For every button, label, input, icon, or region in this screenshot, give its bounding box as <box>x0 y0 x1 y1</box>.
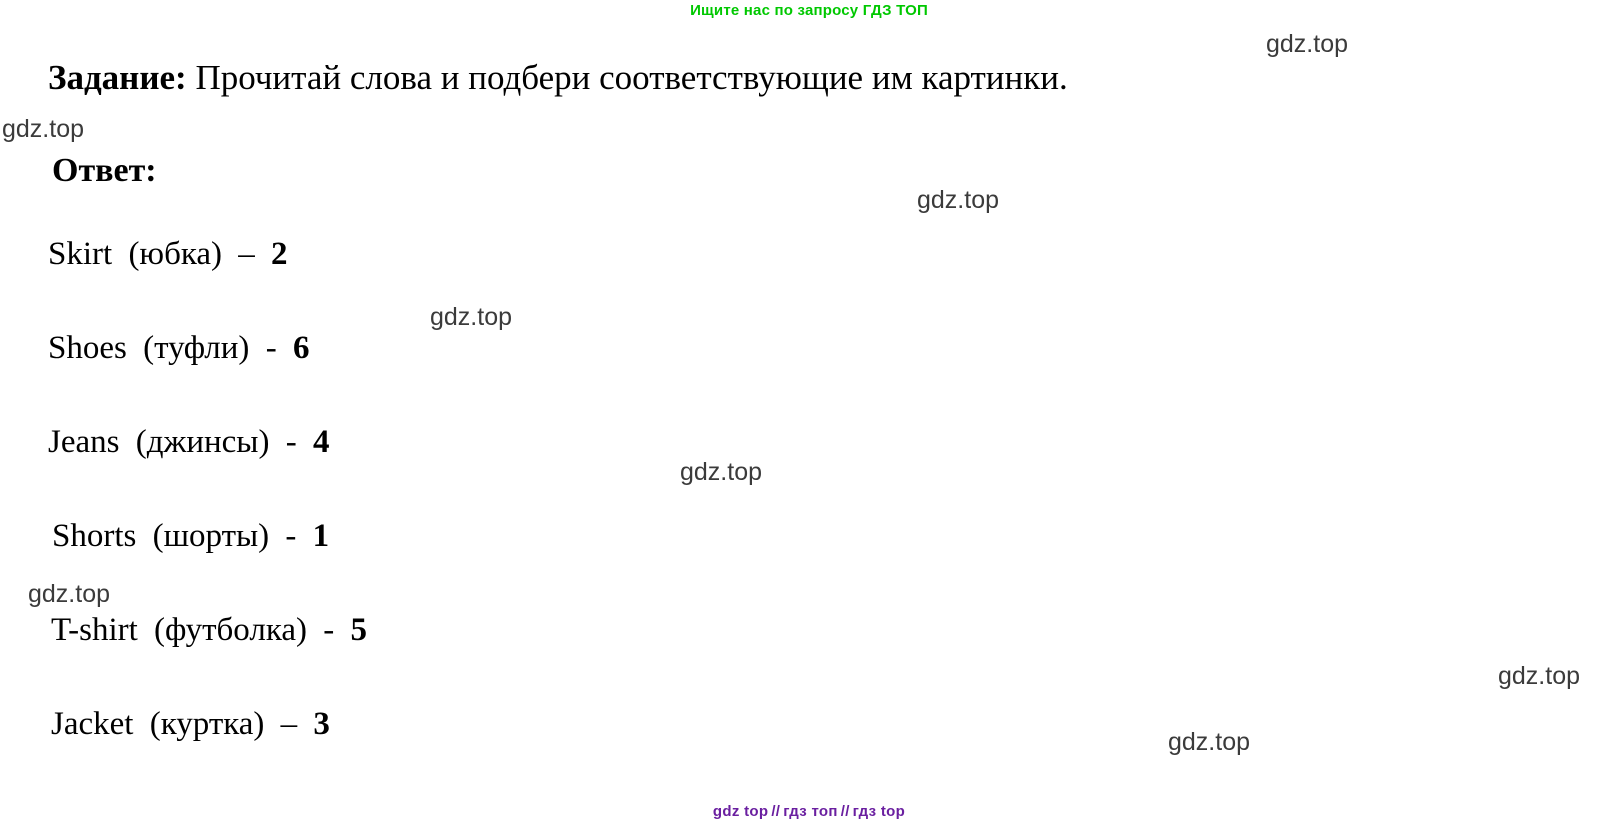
answer-dash: – <box>280 706 298 742</box>
answer-word-english: Skirt <box>48 236 113 272</box>
answer-word-english: T-shirt <box>51 612 138 648</box>
answer-word-english: Shoes <box>48 330 127 366</box>
list-item <box>48 518 375 612</box>
answer-word-translation: (туфли) <box>143 330 250 366</box>
bottom-promo-separator: // <box>840 803 850 820</box>
answer-list <box>48 236 375 800</box>
answer-number: 4 <box>312 424 330 460</box>
bottom-promo-mid: гдз топ <box>783 803 838 820</box>
list-item <box>48 330 375 424</box>
answer-number: 1 <box>312 518 330 554</box>
answer-word-translation: (шорты) <box>152 518 270 554</box>
bottom-promo-left: gdz top <box>712 803 769 820</box>
task-label: Задание: <box>48 58 187 97</box>
task-statement <box>48 58 1068 98</box>
answer-word-translation: (джинсы) <box>135 424 270 460</box>
bottom-promo-right: гдз top <box>852 803 906 820</box>
watermark: gdz.top <box>917 186 1000 214</box>
watermark: gdz.top <box>1168 728 1251 756</box>
watermark: gdz.top <box>28 580 111 608</box>
answer-heading: Ответ: <box>52 152 157 189</box>
bottom-promo-separator: // <box>771 803 781 820</box>
task-text: Прочитай слова и подбери соответствующие им картинки. <box>186 58 1068 97</box>
answer-word-english: Jeans <box>48 424 120 460</box>
answer-number: 5 <box>350 612 368 648</box>
list-item <box>48 706 375 800</box>
answer-number: 6 <box>292 330 310 366</box>
watermark: gdz.top <box>680 458 763 486</box>
answer-dash: - <box>265 330 277 366</box>
answer-dash: – <box>238 236 255 272</box>
answer-number: 2 <box>271 236 288 272</box>
answer-word-translation: (футболка) <box>154 612 308 648</box>
watermark: gdz.top <box>1266 30 1349 58</box>
answer-word-english: Jacket <box>51 706 134 742</box>
answer-word-translation: (юбка) <box>128 236 223 272</box>
watermark: gdz.top <box>2 115 85 143</box>
bottom-promo-banner <box>0 803 1618 820</box>
answer-dash: - <box>323 612 335 648</box>
list-item <box>48 612 375 706</box>
answer-dash: - <box>285 518 297 554</box>
list-item <box>48 236 375 330</box>
list-item <box>48 424 375 518</box>
watermark: gdz.top <box>430 303 513 331</box>
answer-number: 3 <box>313 706 330 742</box>
answer-word-translation: (куртка) <box>149 706 265 742</box>
watermark: gdz.top <box>1498 662 1581 690</box>
answer-dash: - <box>285 424 297 460</box>
top-promo-banner: Ищите нас по запросу ГДЗ ТОП <box>690 2 928 19</box>
answer-word-english: Shorts <box>52 518 137 554</box>
